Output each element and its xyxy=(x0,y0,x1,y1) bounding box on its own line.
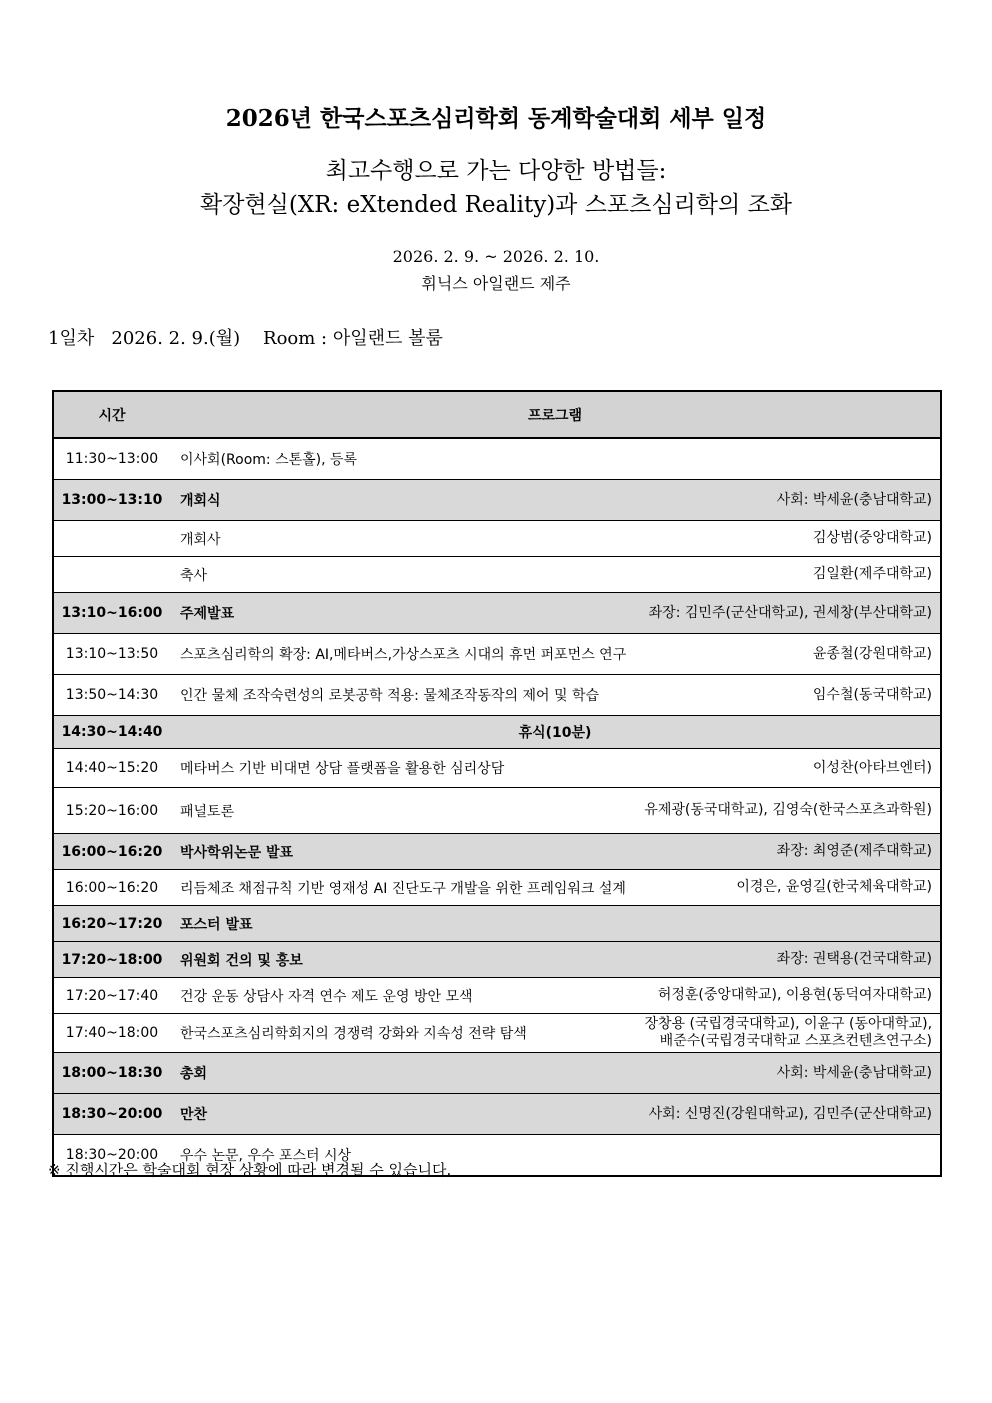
row-person xyxy=(641,788,941,834)
table-row xyxy=(53,834,941,870)
row-person-line: 이성찬(아타브엔터) xyxy=(812,759,933,776)
row-time: 17:20~17:40 xyxy=(53,978,170,1014)
row-time: 16:20~17:20 xyxy=(53,906,170,942)
row-person-line: 좌장: 김민주(군산대학교), 권세창(부산대학교) xyxy=(648,604,933,621)
row-person-line-2: 배준수(국립경국대학교 스포츠컨텐츠연구소) xyxy=(659,1033,933,1049)
row-person-line: 좌장: 권택용(건국대학교) xyxy=(776,951,933,967)
header-time: 시간 xyxy=(53,391,170,438)
row-person xyxy=(641,906,941,942)
table-header-row xyxy=(53,391,941,438)
row-person xyxy=(641,557,941,593)
row-person xyxy=(641,978,941,1014)
header-program: 프로그램 xyxy=(170,391,941,438)
row-time: 18:30~20:00 xyxy=(53,1135,170,1177)
row-time xyxy=(53,521,170,557)
row-person-line: 장창용 (국립경국대학교), 이윤구 (동아대학교), xyxy=(644,1016,933,1032)
subtitle-line-2: 확장현실(XR: eXtended Reality)과 스포츠심리학의 조화 xyxy=(200,192,792,218)
row-time: 18:30~20:00 xyxy=(53,1094,170,1135)
row-person xyxy=(641,942,941,978)
table-row xyxy=(53,593,941,634)
row-program: 패널토론 xyxy=(170,788,641,834)
row-time: 14:40~15:20 xyxy=(53,749,170,788)
row-time xyxy=(53,557,170,593)
row-person-line: 사회: 박세윤(충남대학교) xyxy=(776,491,933,508)
row-program: 한국스포츠심리학회지의 경쟁력 강화와 지속성 전략 탐색 xyxy=(170,1014,641,1053)
row-person xyxy=(641,1053,941,1094)
schedule-table xyxy=(52,390,942,1177)
row-person xyxy=(641,749,941,788)
row-program: 리듬체조 채점규칙 기반 영재성 AI 진단도구 개발을 위한 프레임워크 설계 xyxy=(170,870,641,906)
row-program: 건강 운동 상담사 자격 연수 제도 운영 방안 모색 xyxy=(170,978,641,1014)
row-program: 만찬 xyxy=(170,1094,641,1135)
row-person-line: 임수철(동국대학교) xyxy=(812,686,933,703)
row-time: 17:40~18:00 xyxy=(53,1014,170,1053)
row-person xyxy=(641,634,941,675)
row-person-line: 유제광(동국대학교), 김영숙(한국스포츠과학원) xyxy=(644,802,933,818)
row-program: 이사회(Room: 스톤홀), 등록 xyxy=(170,438,641,480)
row-program: 우수 논문, 우수 포스터 시상 xyxy=(170,1135,641,1177)
row-person xyxy=(641,480,941,521)
row-person-line: 사회: 신명진(강원대학교), 김민주(군산대학교) xyxy=(648,1105,933,1122)
row-program: 휴식(10분) xyxy=(170,716,941,749)
table-row xyxy=(53,716,941,749)
table-row xyxy=(53,480,941,521)
table-row xyxy=(53,870,941,906)
row-person xyxy=(641,675,941,716)
subtitle-line-1: 최고수행으로 가는 다양한 방법들: xyxy=(325,158,667,184)
row-program: 위원회 건의 및 홍보 xyxy=(170,942,641,978)
row-person xyxy=(641,834,941,870)
event-venue: 휘닉스 아일랜드 제주 xyxy=(421,274,571,293)
row-time: 13:10~13:50 xyxy=(53,634,170,675)
row-time: 15:20~16:00 xyxy=(53,788,170,834)
row-program: 총회 xyxy=(170,1053,641,1094)
table-row xyxy=(53,749,941,788)
table-row xyxy=(53,788,941,834)
row-time: 11:30~13:00 xyxy=(53,438,170,480)
row-program: 포스터 발표 xyxy=(170,906,641,942)
row-person-line: 사회: 박세윤(충남대학교) xyxy=(776,1064,933,1081)
row-program: 스포츠심리학의 확장: AI,메타버스,가상스포츠 시대의 휴먼 퍼포먼스 연구 xyxy=(170,634,641,675)
footnote: ※ 진행시간은 학술대회 현장 상황에 따라 변경될 수 있습니다. xyxy=(48,1161,452,1179)
row-person xyxy=(641,521,941,557)
row-program: 개회사 xyxy=(170,521,641,557)
table-row xyxy=(53,906,941,942)
row-person xyxy=(641,870,941,906)
row-person-line: 김일환(제주대학교) xyxy=(812,566,933,582)
table-row xyxy=(53,942,941,978)
table-row xyxy=(53,1094,941,1135)
table-row xyxy=(53,978,941,1014)
row-time: 13:00~13:10 xyxy=(53,480,170,521)
row-time: 17:20~18:00 xyxy=(53,942,170,978)
table-row xyxy=(53,675,941,716)
row-person-line: 김상범(중앙대학교) xyxy=(812,530,933,546)
event-dates: 2026. 2. 9. ~ 2026. 2. 10. xyxy=(392,247,600,266)
table-row xyxy=(53,521,941,557)
row-time: 13:50~14:30 xyxy=(53,675,170,716)
row-person-line: 허정훈(중앙대학교), 이용현(동덕여자대학교) xyxy=(657,987,933,1003)
row-time: 16:00~16:20 xyxy=(53,870,170,906)
table-row xyxy=(53,634,941,675)
row-time: 18:00~18:30 xyxy=(53,1053,170,1094)
row-time: 14:30~14:40 xyxy=(53,716,170,749)
row-person xyxy=(641,1135,941,1177)
row-person-line: 좌장: 최영준(제주대학교) xyxy=(776,843,933,859)
row-person xyxy=(641,593,941,634)
row-person xyxy=(641,1014,941,1053)
row-program: 메타버스 기반 비대면 상담 플랫폼을 활용한 심리상담 xyxy=(170,749,641,788)
row-program: 개회식 xyxy=(170,480,641,521)
row-time: 16:00~16:20 xyxy=(53,834,170,870)
day-heading: 1일차 2026. 2. 9.(월) Room : 아일랜드 볼룸 xyxy=(48,328,443,349)
table-row xyxy=(53,557,941,593)
table-row xyxy=(53,438,941,480)
document-title: 2026년 한국스포츠심리학회 동계학술대회 세부 일정 xyxy=(225,105,767,132)
row-program: 주제발표 xyxy=(170,593,641,634)
row-person-line: 윤종철(강원대학교) xyxy=(812,645,933,662)
row-program: 인간 물체 조작숙련성의 로봇공학 적용: 물체조작동작의 제어 및 학습 xyxy=(170,675,641,716)
row-program: 축사 xyxy=(170,557,641,593)
table-row xyxy=(53,1053,941,1094)
row-time: 13:10~16:00 xyxy=(53,593,170,634)
row-person xyxy=(641,438,941,480)
table-row xyxy=(53,1014,941,1053)
row-person-line: 이경은, 윤영길(한국체육대학교) xyxy=(736,879,933,895)
row-person xyxy=(641,1094,941,1135)
row-program: 박사학위논문 발표 xyxy=(170,834,641,870)
